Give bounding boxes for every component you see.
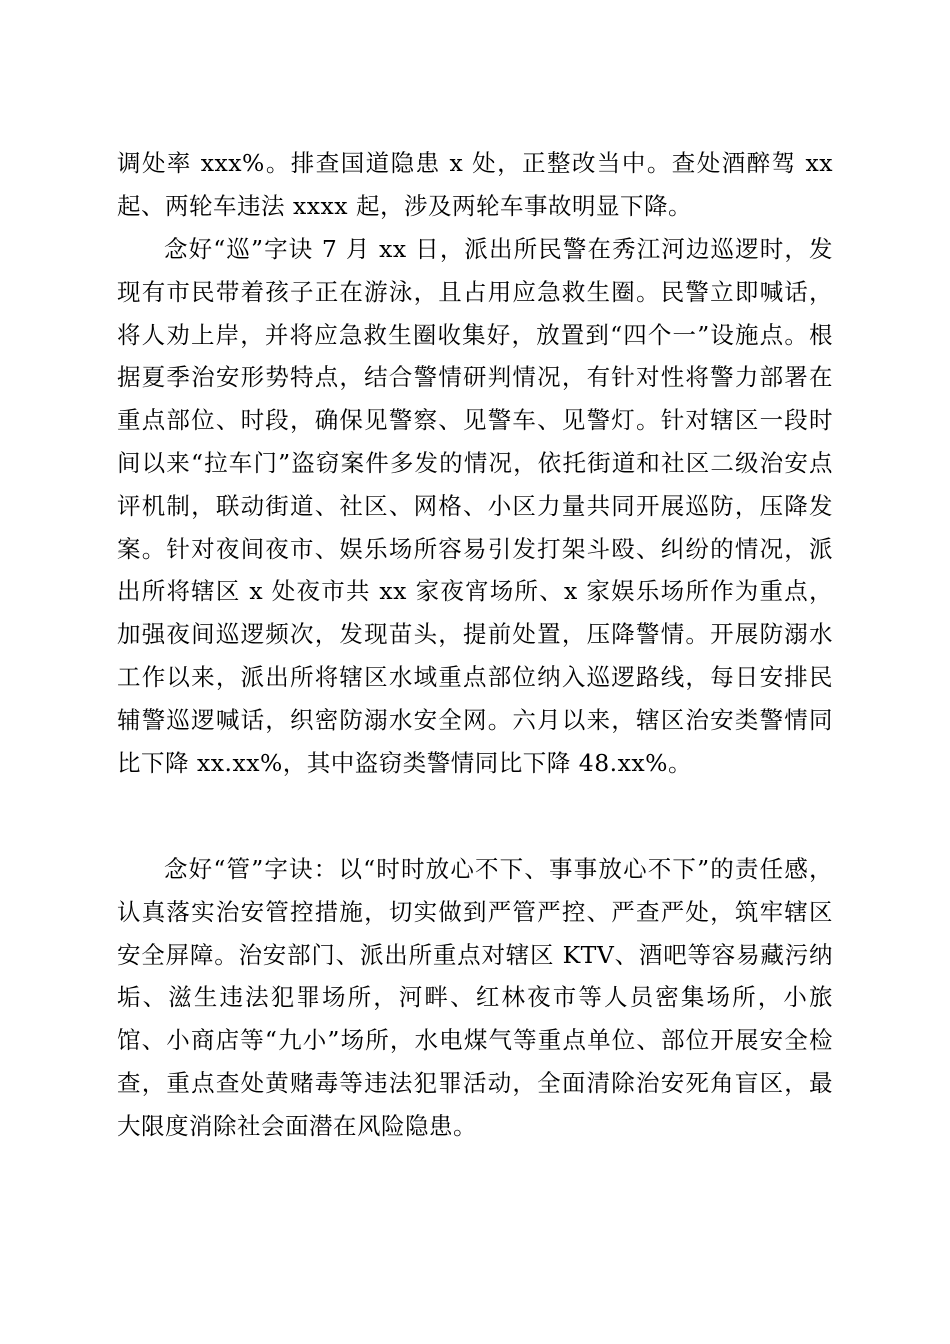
paragraph-continuation: [117, 142, 833, 228]
paragraph-1-text: 调处率 xxx%。排查国道隐患 x 处，正整改当中。查处酒醉驾 xx 起、两轮车违法 xxxx 起，涉及两轮车事故明显下降。: [117, 149, 833, 220]
paragraph-patrol: [117, 228, 833, 784]
paragraph-management: [117, 848, 833, 1148]
paragraph-2-text: 念好“巡”字诀 7 月 xx 日，派出所民警在秀江河边巡逻时，发现有市民带着孩子正在游泳，且占用应急救生圈。民警立即喊话，将人劝上岸，并将应急救生圈收集好，放置到“四个一”设施点。根据夏季治安形势特点，结合警情研判情况，有针对性将警力部署在重点部位、时段，确保见警察、见警车、见警灯。针对辖区一段时间以来“拉车门”盗窃案件多发的情况，依托街道和社区二级治安点评机制，联动街道、社区、网格、小区力量共同开展巡防，压降发案。针对夜间夜市、娱乐场所容易引发打架斗殴、纠纷的情况，派出所将辖区 x 处夜市共 xx 家夜宵场所、x 家娱乐场所作为重点，加强夜间巡逻频次，发现苗头，提前处置，压降警情。开展防溺水工作以来，派出所将辖区水域重点部位纳入巡逻路线，每日安排民辅警巡逻喊话，织密防溺水安全网。六月以来，辖区治安类警情同比下降 xx.xx%，其中盗窃类警情同比下降 48.xx%。: [117, 235, 833, 777]
paragraph-3-text: 念好“管”字诀：以“时时放心不下、事事放心不下”的责任感，认真落实治安管控措施，切实做到严管严控、严查严处，筑牢辖区安全屏障。治安部门、派出所重点对辖区 KTV、酒吧等容易藏污纳垢、滋生违法犯罪场所，河畔、红林夜市等人员密集场所，小旅馆、小商店等“九小”场所，水电煤气等重点单位、部位开展安全检查，重点查处黄赌毒等违法犯罪活动，全面清除治安死角盲区，最大限度消除社会面潜在风险隐患。: [117, 855, 833, 1140]
